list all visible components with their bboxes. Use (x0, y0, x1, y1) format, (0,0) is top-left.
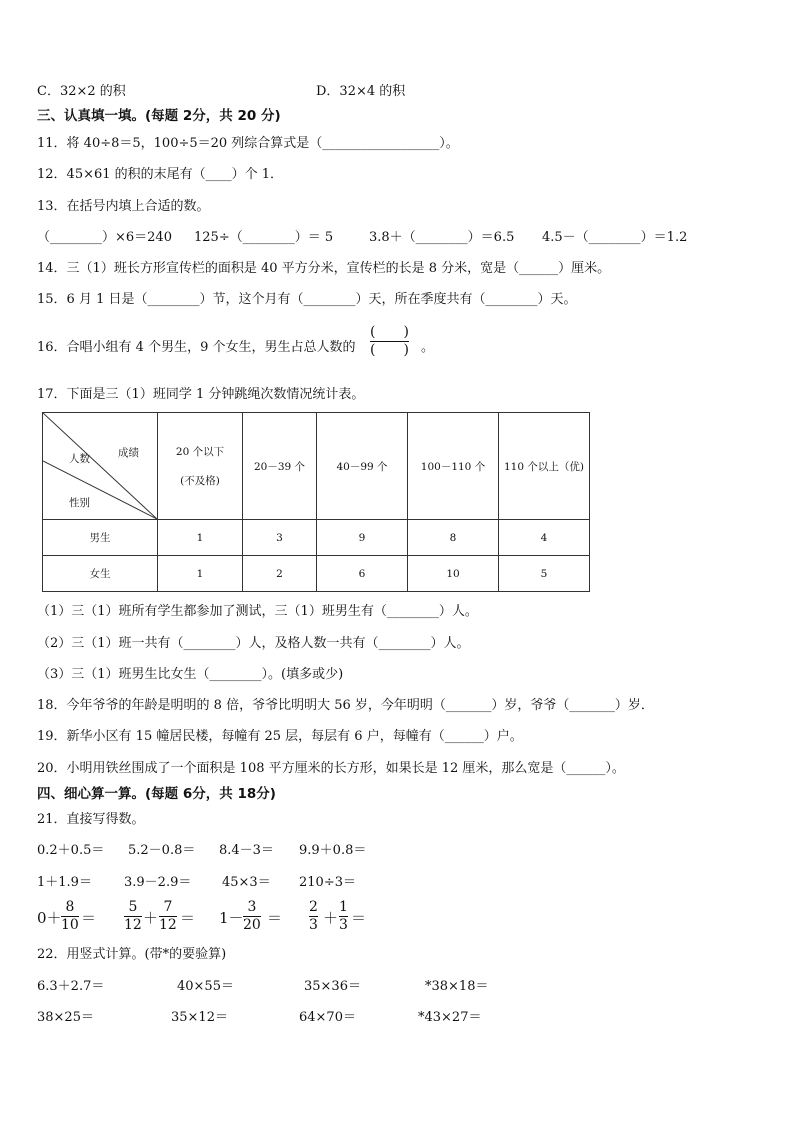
fraction (243, 899, 261, 934)
table-cell: 9 (317, 520, 408, 556)
calc-item: 8.4－3＝ (219, 843, 274, 858)
denominator: 3 (309, 917, 318, 933)
diag-label-score: 成绩 (118, 447, 139, 459)
fraction (309, 899, 318, 934)
calc-item: 210÷3＝ (299, 875, 356, 890)
question-13-a: （________）×6＝240 (37, 230, 172, 245)
column-header: 100－110 个 (408, 413, 499, 520)
question-17-3: （3）三（1）班男生比女生（________）。(填多或少) (37, 667, 344, 682)
equals-sign: ＝ (180, 909, 196, 927)
question-22: 22．用竖式计算。(带*的要验算) (37, 947, 227, 962)
table-cell: 5 (499, 556, 590, 592)
option-c: C．32×2 的积 (37, 84, 126, 99)
table-cell: 1 (158, 556, 243, 592)
table-row (43, 556, 590, 592)
question-17-2: （2）三（1）班一共有（________）人，及格人数一共有（________）人。 (37, 636, 470, 651)
table-cell: 2 (243, 556, 317, 592)
table-cell: 10 (408, 556, 499, 592)
calc-item: 64×70＝ (299, 1010, 356, 1025)
question-13: 13．在括号内填上合适的数。 (37, 199, 210, 214)
fraction-denominator-blank: ( ) (370, 342, 409, 358)
column-header-line: (不及格) (180, 475, 220, 487)
table-cell: 6 (317, 556, 408, 592)
question-13-d: 4.5－（________）＝1.2 (542, 230, 688, 245)
fraction (61, 899, 79, 934)
fraction (339, 899, 348, 934)
denominator: 12 (124, 917, 142, 933)
column-header: 20－39 个 (243, 413, 317, 520)
table-cell: 8 (408, 520, 499, 556)
fraction (124, 899, 142, 934)
equals-sign: ＝ (81, 909, 97, 927)
column-header: 40－99 个 (317, 413, 408, 520)
diag-label-gender: 性别 (69, 497, 90, 509)
section-4-heading: 四、细心算一算。(每题 6分，共 18分) (37, 786, 276, 802)
numerator: 3 (247, 899, 257, 915)
calc-item: 1＋1.9＝ (37, 875, 92, 890)
plus-sign: ＋ (143, 909, 159, 927)
question-16: 16．合唱小组有 4 个男生，9 个女生，男生占总人数的 (37, 340, 356, 355)
table-cell: 3 (243, 520, 317, 556)
calc-item: 3.9－2.9＝ (124, 875, 192, 890)
denominator: 10 (61, 917, 79, 933)
column-header: 110 个以上（优) (499, 413, 590, 520)
row-label: 女生 (43, 556, 158, 592)
numerator: 8 (65, 899, 75, 915)
question-13-c: 3.8＋（________）＝6.5 (369, 230, 515, 245)
denominator: 20 (243, 917, 261, 933)
column-header (158, 413, 243, 520)
table-diagonal-header (43, 413, 158, 520)
question-19: 19．新华小区有 15 幢居民楼，每幢有 25 层，每层有 6 户，每幢有（______）户。 (37, 729, 523, 744)
table-cell: 4 (499, 520, 590, 556)
jump-rope-stat-table (42, 412, 590, 592)
calc-item: 45×3＝ (222, 875, 271, 890)
fraction-numerator-blank: ( ) (370, 324, 409, 340)
option-d: D．32×4 的积 (316, 84, 406, 99)
fraction (159, 899, 177, 934)
calc-lead: 0＋ (37, 909, 62, 927)
calc-item: 40×55＝ (177, 979, 234, 994)
equals-sign: ＝ (267, 909, 283, 927)
denominator: 3 (339, 917, 348, 933)
table-cell: 1 (158, 520, 243, 556)
calc-item: 35×12＝ (171, 1010, 228, 1025)
calc-item: 35×36＝ (304, 979, 361, 994)
plus-sign: ＋ (323, 909, 339, 927)
question-16-fraction-blank (370, 324, 409, 359)
question-18: 18．今年爷爷的年龄是明明的 8 倍，爷爷比明明大 56 岁，今年明明（_______）岁，爷爷（_______）岁． (37, 698, 654, 713)
question-16-end: 。 (421, 340, 435, 355)
numerator: 1 (339, 899, 348, 915)
numerator: 7 (163, 899, 173, 915)
question-11: 11．将 40÷8＝5，100÷5＝20 列综合算式是（__________________）。 (37, 136, 459, 151)
diagonal-lines (43, 413, 157, 519)
calc-item: *38×18＝ (425, 979, 489, 994)
calc-lead: 1－ (219, 909, 244, 927)
question-20: 20．小明用铁丝围成了一个面积是 108 平方厘米的长方形，如果长是 12 厘米，那么宽是（______）。 (37, 761, 625, 776)
question-15: 15．6 月 1 日是（________）节，这个月有（________）天，所在季度共有（________）天。 (37, 292, 577, 307)
diag-label-count: 人数 (69, 453, 90, 465)
calc-item: *43×27＝ (418, 1010, 482, 1025)
section-3-heading: 三、认真填一填。(每题 2分，共 20 分) (37, 108, 281, 124)
question-17: 17．下面是三（1）班同学 1 分钟跳绳次数情况统计表。 (37, 387, 365, 402)
question-21: 21．直接写得数。 (37, 812, 145, 827)
question-14: 14．三（1）班长方形宣传栏的面积是 40 平方分米，宣传栏的长是 8 分米，宽是（______）厘米。 (37, 261, 611, 276)
calc-item: 9.9＋0.8＝ (299, 843, 367, 858)
calc-item: 6.3＋2.7＝ (37, 979, 105, 994)
question-17-1: （1）三（1）班所有学生都参加了测试，三（1）班男生有（________）人。 (37, 604, 478, 619)
denominator: 12 (159, 917, 177, 933)
question-12: 12．45×61 的积的末尾有（____）个 1． (37, 167, 284, 182)
equals-sign: ＝ (351, 909, 367, 927)
numerator: 2 (309, 899, 318, 915)
question-13-b: 125÷（________）＝ 5 (194, 230, 334, 245)
table-row (43, 520, 590, 556)
numerator: 5 (128, 899, 138, 915)
row-label: 男生 (43, 520, 158, 556)
column-header-line: 20 个以下 (175, 446, 225, 458)
calc-item: 38×25＝ (37, 1010, 94, 1025)
calc-item: 0.2＋0.5＝ (37, 843, 105, 858)
calc-item: 5.2－0.8＝ (128, 843, 196, 858)
